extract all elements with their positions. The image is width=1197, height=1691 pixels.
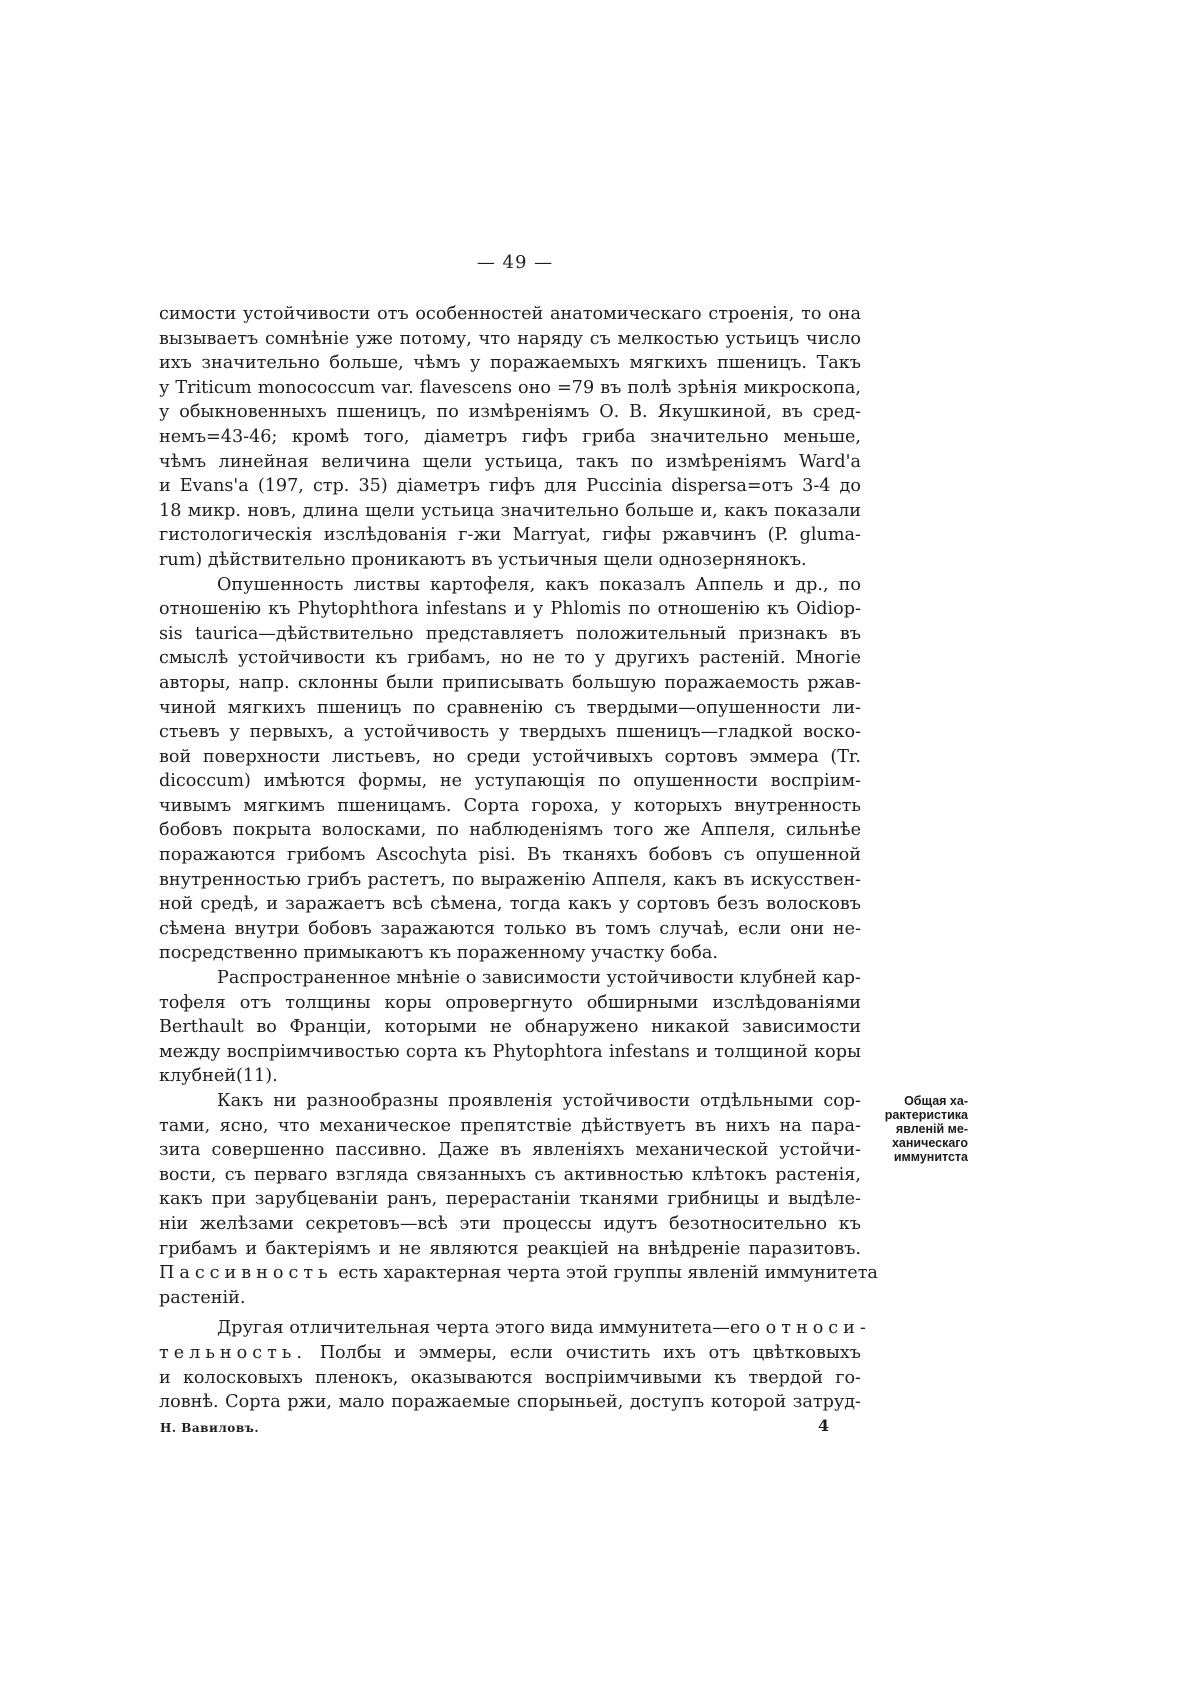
text-line: тофеля отъ толщины коры опровергнуто обширными изслѣдованіями: [159, 992, 861, 1013]
text-fragment: Другая отличительная черта этого вида иммунитета—его: [217, 1318, 766, 1339]
text-line: ловнѣ. Сорта ржи, мало поражаемые спорыньей, доступъ которой затруд-: [159, 1392, 861, 1413]
text-line: sis taurica—дѣйствительно представляетъ положительный признакъ въ: [159, 623, 861, 644]
text-line: и колосковыхъ пленокъ, оказываются воспріимчивыми къ твердой го-: [159, 1367, 861, 1388]
text-line: вызываетъ сомнѣніе уже потому, что наряду съ мелкостью устьицъ число: [159, 328, 861, 349]
text-line: у Triticum monococcum var. flavescens оно =79 въ полѣ зрѣнія микроскопа,: [159, 377, 861, 398]
footer-sheet-number: 4: [818, 1416, 830, 1435]
paragraph-5: [159, 1316, 871, 1414]
text-line: 18 микр. новъ, длина щели устьица значительно больше и, какъ показали: [159, 500, 861, 521]
text-line: [159, 1316, 871, 1341]
text-line: сѣмена внутри бобовъ заражаются только въ томъ случаѣ, если они не-: [159, 918, 861, 939]
text-line: ихъ значительно больше, чѣмъ у поражаемыхъ мягкихъ пшеницъ. Такъ: [159, 353, 861, 374]
text-line: и Evans'а (197, стр. 35) діаметръ гифъ для Puccinia dispersa=отъ 3-4 до: [159, 476, 861, 497]
text-line: Опушенность листвы картофеля, какъ показалъ Аппель и др., по: [217, 574, 861, 595]
text-line: клубней(11).: [159, 1066, 278, 1087]
emphasis-relativity: относи-: [765, 1318, 871, 1339]
text-line: чиной мягкихъ пшеницъ по сравненію съ твердыми—опушенности ли-: [159, 697, 861, 718]
text-line: стьевъ у первыхъ, а устойчивость у твердыхъ пшеницъ—гладкой воско-: [159, 722, 861, 743]
text-line: растеній.: [159, 1287, 246, 1308]
text-line: у обыкновенныхъ пшеницъ, по измѣреніямъ О. В. Якушкиной, въ сред-: [159, 402, 861, 423]
text-line: зита совершенно пассивно. Даже въ явленіяхъ механической устойчи-: [159, 1140, 861, 1161]
body-text: [159, 302, 878, 1415]
text-line: отношенію къ Phytophthora infestans и у Phlomis по отношенію къ Oidiop-: [159, 599, 861, 620]
text-line: смыслѣ устойчивости къ грибамъ, но не то у другихъ растеній. Многіе: [159, 648, 861, 669]
page-number: — 49 —: [476, 252, 554, 273]
text-line: грибамъ и бактеріямъ и не являются реакціей на внѣдреніе паразитовъ.: [159, 1238, 861, 1259]
text-line: [159, 1341, 861, 1366]
footer-author: Н. Вавиловъ.: [160, 1421, 260, 1435]
text-line: вости, съ перваго взгляда связанныхъ съ активностью клѣтокъ растенія,: [159, 1164, 861, 1185]
text-line: Какъ ни разнообразны проявленія устойчивости отдѣльными сор-: [217, 1091, 861, 1111]
text-line: Распространенное мнѣніе о зависимости устойчивости клубней кар-: [217, 968, 861, 989]
margin-note: [868, 1094, 968, 1164]
text-line: Berthault во Франціи, которыми не обнаружено никакой зависимости: [159, 1017, 861, 1038]
text-line: тами, ясно, что механическое препятствіе дѣйствуетъ въ нихъ на пара-: [159, 1115, 861, 1136]
text-line: вой поверхности листьевъ, но среди устойчивыхъ сортовъ эммера (Tr.: [159, 746, 861, 767]
emphasis-passivity: Пассивность: [159, 1263, 333, 1284]
text-fragment: Полбы и эммеры, если очистить ихъ отъ цвѣтковыхъ: [306, 1342, 861, 1363]
margin-note-line: иммунитста: [893, 1150, 968, 1164]
text-line: бобовъ покрыта волосками, по наблюденіямъ того же Аппеля, сильнѣе: [159, 820, 861, 841]
margin-note-line: ханическаго: [891, 1136, 968, 1150]
paragraph-3: [159, 966, 861, 1089]
text-line: симости устойчивости отъ особенностей анатомическаго строенія, то она: [159, 304, 861, 324]
text-line: чѣмъ линейная величина щели устьица, такъ по измѣреніямъ Ward'а: [159, 451, 861, 472]
text-line: авторы, напр. склонны были приписывать большую поражаемость ржав-: [159, 672, 861, 693]
paragraph-4: [159, 1089, 878, 1310]
text-line: внутренностью грибъ растетъ, по выраженію Аппеля, какъ въ искусствен-: [159, 869, 861, 890]
text-line: поражаются грибомъ Ascochyta pisi. Въ тканяхъ бобовъ съ опушенной: [159, 845, 861, 866]
paragraph-1: [159, 302, 861, 573]
text-line: немъ=43-46; кромѣ того, діаметръ гифъ гриба значительно меньше,: [159, 426, 861, 447]
text-line: rum) дѣйствительно проникаютъ въ устьичныя щели однозернянокъ.: [159, 549, 807, 570]
text-line: ніи желѣзами секретовъ—всѣ эти процессы идутъ безотносительно къ: [159, 1213, 861, 1234]
margin-note-line: явленій ме-: [895, 1122, 968, 1136]
margin-note-line: Общая ха-: [904, 1094, 968, 1108]
text-line: посредственно примыкаютъ къ пораженному участку боба.: [159, 943, 718, 964]
margin-note-line: рактеристика: [884, 1108, 968, 1122]
text-line: ной средѣ, и заражаетъ всѣ сѣмена, тогда какъ у сортовъ безъ волосковъ: [159, 894, 861, 915]
text-fragment: есть характерная черта этой группы явленій иммунитета: [332, 1263, 878, 1284]
emphasis-relativity-cont: тельность.: [159, 1342, 307, 1363]
paragraph-2: [159, 573, 861, 967]
text-line: [159, 1261, 878, 1286]
text-line: гистологическія изслѣдованія г-жи Marryat, гифы ржавчинъ (P. gluma-: [159, 525, 861, 546]
text-line: между воспріимчивостью сорта къ Phytophtora infestans и толщиной коры: [159, 1041, 861, 1062]
text-line: чивымъ мягкимъ пшеницамъ. Сорта гороха, у которыхъ внутренность: [159, 795, 861, 816]
text-line: какъ при зарубцеваніи ранъ, перерастаніи тканями грибницы и выдѣле-: [159, 1189, 861, 1210]
text-line: dicoccum) имѣются формы, не уступающія по опушенности воспріим-: [159, 771, 861, 792]
